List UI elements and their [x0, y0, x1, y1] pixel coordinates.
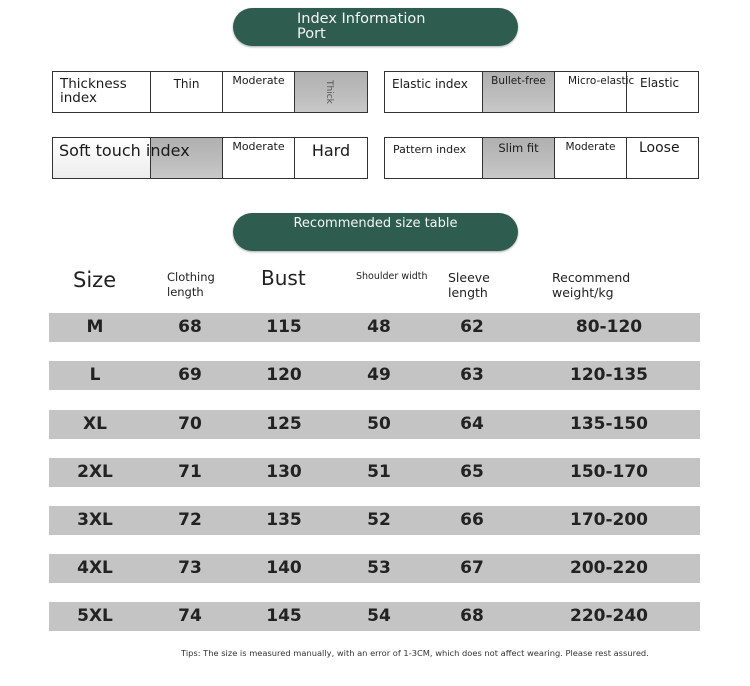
cell-sleeve-length: 68: [460, 606, 484, 626]
cell-bust: 140: [266, 558, 302, 578]
table-row: [49, 458, 700, 487]
col-header-bust: Bust: [261, 266, 306, 290]
thickness-label-line1: Thickness: [60, 76, 127, 92]
soft-touch-option-moderate: [223, 138, 295, 178]
elastic-option-elastic: [627, 72, 698, 112]
cell-clothing-length: 72: [178, 510, 202, 530]
cell-sleeve-length: 67: [460, 558, 484, 578]
thickness-option-thick-selected: [295, 72, 367, 112]
col-header-clothing-length: [167, 270, 215, 300]
table-row: [49, 506, 700, 535]
soft-touch-label: Soft touch index: [59, 141, 190, 160]
col-header-clothing-line2: length: [167, 285, 204, 299]
cell-shoulder-width: 54: [367, 606, 391, 626]
col-header-weight-line1: Recommend: [552, 270, 631, 285]
cell-size: M: [86, 317, 104, 337]
table-row: [49, 554, 700, 583]
thickness-option-thin: [151, 72, 223, 112]
index-info-title-line1: Index Information: [297, 11, 426, 27]
table-row: [49, 361, 700, 390]
cell-bust: 130: [266, 462, 302, 482]
cell-shoulder-width: 52: [367, 510, 391, 530]
cell-shoulder-width: 50: [367, 414, 391, 434]
elastic-index-row: [384, 71, 699, 113]
cell-shoulder-width: 48: [367, 317, 391, 337]
elastic-option-elastic-label: Elastic: [640, 76, 680, 90]
pattern-label-cell: [385, 138, 483, 178]
cell-recommend-weight: 170-200: [569, 510, 649, 530]
thickness-label-cell: [53, 72, 151, 112]
pattern-option-slim-fit-selected: [483, 138, 555, 178]
col-header-sleeve-line2: length: [448, 285, 488, 300]
thickness-index-row: [52, 71, 368, 113]
thickness-option-thick-label: Thick: [324, 80, 334, 104]
cell-recommend-weight: 120-135: [569, 365, 649, 385]
index-info-header: [233, 8, 518, 46]
cell-bust: 125: [266, 414, 302, 434]
elastic-option-bullet-free-selected: [483, 72, 555, 112]
col-header-sleeve-line1: Sleeve: [448, 270, 490, 285]
cell-sleeve-length: 65: [460, 462, 484, 482]
elastic-option-micro-elastic: [555, 72, 635, 112]
cell-clothing-length: 73: [178, 558, 202, 578]
soft-touch-index-row: [52, 137, 368, 179]
tips-note: Tips: The size is measured manually, with an error of 1-3CM, which does not affect wearing. Please rest assured.: [181, 648, 649, 658]
soft-touch-option-hard: [295, 138, 367, 178]
thickness-option-thin-label: Thin: [173, 77, 200, 91]
col-header-sleeve-length: [448, 270, 490, 300]
thickness-label-line2: index: [60, 90, 97, 106]
soft-touch-option-moderate-label: Moderate: [232, 140, 285, 153]
cell-recommend-weight: 220-240: [569, 606, 649, 626]
size-table-header: [233, 213, 518, 251]
cell-clothing-length: 71: [178, 462, 202, 482]
col-header-size: Size: [73, 268, 117, 292]
cell-bust: 135: [266, 510, 302, 530]
cell-recommend-weight: 80-120: [575, 317, 643, 337]
cell-shoulder-width: 49: [367, 365, 391, 385]
cell-size: L: [89, 365, 101, 385]
cell-clothing-length: 68: [178, 317, 202, 337]
pattern-option-moderate-label: Moderate: [565, 141, 616, 153]
cell-sleeve-length: 62: [460, 317, 484, 337]
cell-bust: 145: [266, 606, 302, 626]
pattern-label: Pattern index: [393, 143, 467, 156]
cell-recommend-weight: 150-170: [569, 462, 649, 482]
elastic-option-bullet-free-label: Bullet-free: [491, 75, 546, 87]
cell-shoulder-width: 51: [367, 462, 391, 482]
soft-touch-option-hard-label: Hard: [311, 141, 351, 160]
cell-size: 2XL: [77, 462, 113, 482]
cell-size: 5XL: [77, 606, 113, 626]
col-header-clothing-line1: Clothing: [167, 270, 215, 284]
size-table-title: Recommended size table: [293, 216, 458, 231]
thickness-label: [60, 77, 127, 105]
table-row: [49, 313, 700, 342]
thickness-option-moderate-label: Moderate: [232, 74, 285, 87]
cell-sleeve-length: 64: [460, 414, 484, 434]
table-row: [49, 602, 700, 631]
thickness-option-moderate: [223, 72, 295, 112]
cell-clothing-length: 69: [178, 365, 202, 385]
cell-recommend-weight: 135-150: [569, 414, 649, 434]
cell-clothing-length: 70: [178, 414, 202, 434]
cell-clothing-length: 74: [178, 606, 202, 626]
pattern-option-loose: [627, 138, 698, 178]
cell-sleeve-length: 63: [460, 365, 484, 385]
cell-size: XL: [83, 414, 107, 434]
pattern-option-loose-label: Loose: [639, 140, 680, 156]
index-info-title-line2: Port: [297, 26, 326, 42]
cell-shoulder-width: 53: [367, 558, 391, 578]
elastic-label-cell: [385, 72, 483, 112]
cell-size: 3XL: [77, 510, 113, 530]
cell-bust: 115: [266, 317, 302, 337]
table-row: [49, 410, 700, 439]
index-info-title: [297, 12, 425, 42]
col-header-recommend-weight: [552, 270, 630, 300]
col-header-shoulder-width: Shoulder width: [356, 271, 428, 282]
cell-bust: 120: [266, 365, 302, 385]
cell-size: 4XL: [77, 558, 113, 578]
pattern-index-row: [384, 137, 699, 179]
pattern-option-slim-fit-label: Slim fit: [498, 141, 539, 155]
pattern-option-moderate: [555, 138, 627, 178]
cell-recommend-weight: 200-220: [569, 558, 649, 578]
elastic-label: Elastic index: [392, 77, 468, 91]
cell-sleeve-length: 66: [460, 510, 484, 530]
elastic-option-micro-elastic-label: Micro-elastic: [568, 75, 635, 87]
col-header-weight-line2: weight/kg: [552, 285, 614, 300]
soft-touch-label-cell: [53, 138, 190, 178]
